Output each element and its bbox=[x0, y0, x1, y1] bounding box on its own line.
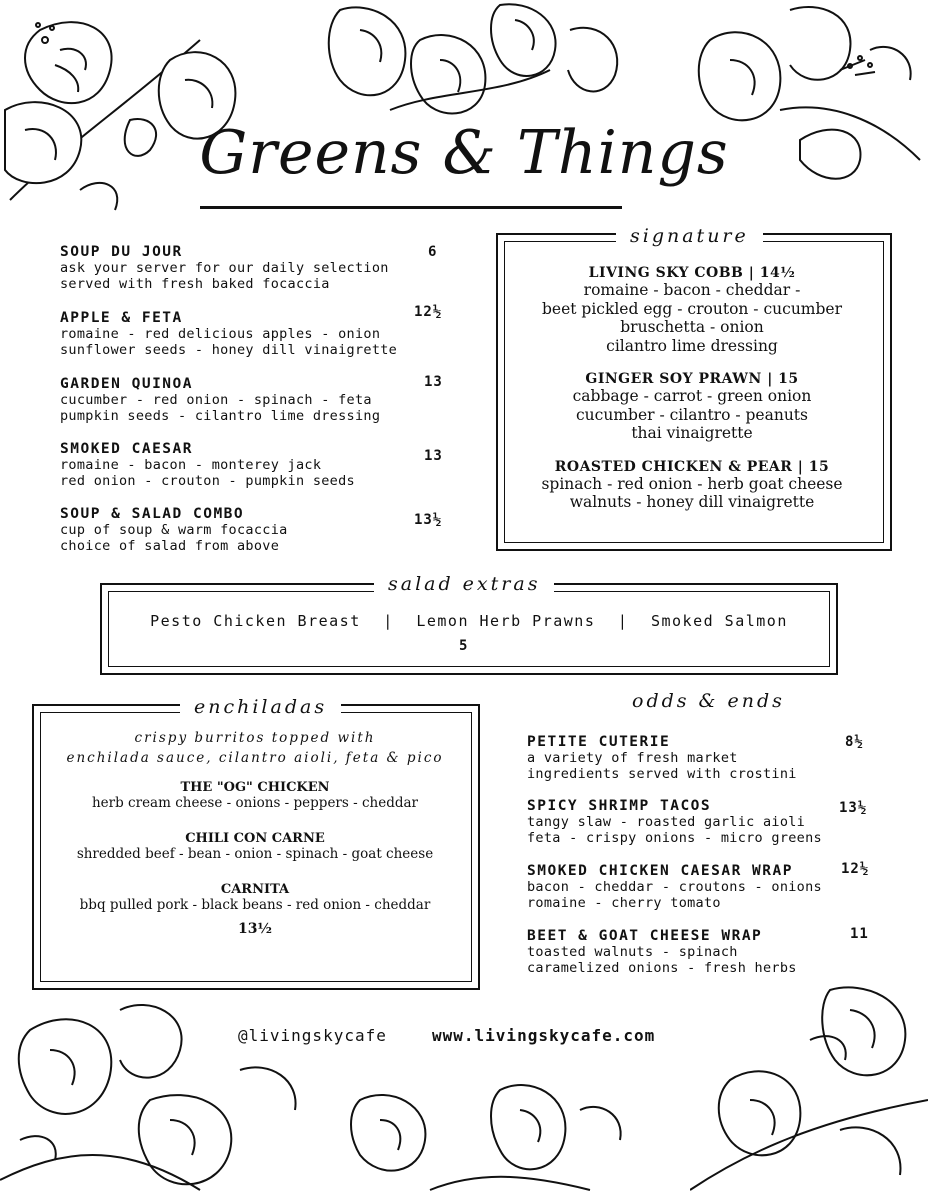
extra-option: Smoked Salmon bbox=[650, 612, 788, 630]
list-item bbox=[60, 506, 460, 554]
floral-top-left-icon bbox=[0, 0, 260, 230]
floral-bottom-right-icon bbox=[690, 980, 928, 1200]
item-desc: caramelized onions - fresh herbs bbox=[527, 959, 797, 976]
signature-list bbox=[505, 265, 879, 512]
odds-label: odds & ends bbox=[632, 690, 785, 712]
item-name: PETITE CUTERIE bbox=[527, 734, 671, 750]
item-name: BEET & GOAT CHEESE WRAP bbox=[527, 928, 763, 944]
item-name: APPLE & FETA bbox=[60, 310, 183, 326]
item-desc: pumpkin seeds - cilantro lime dressing bbox=[60, 407, 381, 424]
item-name: CARNITA bbox=[220, 882, 290, 897]
list-item bbox=[527, 863, 907, 911]
list-item bbox=[527, 734, 907, 782]
extra-option: Pesto Chicken Breast bbox=[150, 612, 361, 630]
item-name: ROASTED CHICKEN & PEAR | 15 bbox=[554, 458, 830, 475]
item-desc: spinach - red onion - herb goat cheese bbox=[541, 474, 843, 493]
item-desc: beet pickled egg - crouton - cucumber bbox=[541, 299, 843, 318]
item-desc: red onion - crouton - pumpkin seeds bbox=[60, 472, 355, 489]
item-desc: bacon - cheddar - croutons - onions bbox=[527, 879, 822, 895]
enchiladas-label: enchiladas bbox=[180, 696, 341, 718]
extras-options bbox=[100, 612, 838, 630]
item-desc: shredded beef - bean - onion - spinach - goat cheese bbox=[76, 846, 434, 862]
item-desc: cucumber - red onion - spinach - feta bbox=[60, 392, 372, 408]
item-price: 12½ bbox=[841, 861, 870, 877]
item-desc: bruschetta - onion bbox=[620, 318, 764, 336]
item-name: SOUP & SALAD COMBO bbox=[60, 506, 245, 522]
extra-option: Lemon Herb Prawns bbox=[416, 612, 596, 630]
page-title: Greens & Things bbox=[199, 118, 729, 188]
floral-bottom-center-icon bbox=[330, 1070, 630, 1200]
item-name: SMOKED CHICKEN CAESAR WRAP bbox=[527, 863, 793, 879]
item-price: 6 bbox=[428, 244, 438, 260]
list-item bbox=[527, 798, 907, 846]
item-desc: tangy slaw - roasted garlic aioli bbox=[527, 814, 806, 830]
item-desc: romaine - red delicious apples - onion bbox=[60, 326, 381, 342]
item-desc: feta - crispy onions - micro greens bbox=[527, 829, 822, 846]
item-desc: served with fresh baked focaccia bbox=[60, 275, 330, 292]
item-price: 8½ bbox=[845, 734, 864, 750]
item-desc: sunflower seeds - honey dill vinaigrette bbox=[60, 341, 398, 358]
enchiladas-intro: crispy burritos topped with bbox=[134, 730, 376, 746]
item-desc: ingredients served with crostini bbox=[527, 765, 797, 782]
title-divider bbox=[200, 206, 622, 209]
list-item bbox=[60, 376, 460, 424]
list-item bbox=[60, 304, 460, 358]
extra-separator: | bbox=[617, 612, 629, 630]
extras-price: 5 bbox=[459, 638, 469, 654]
item-price: 13½ bbox=[414, 512, 443, 528]
item-name: SOUP DU JOUR bbox=[60, 244, 183, 260]
enchiladas-intro: enchilada sauce, cilantro aioli, feta & pico bbox=[66, 750, 444, 766]
item-price: 13 bbox=[424, 374, 443, 390]
website-link[interactable]: www.livingskycafe.com bbox=[432, 1026, 656, 1045]
item-desc: thai vinaigrette bbox=[631, 424, 753, 442]
list-item bbox=[60, 441, 460, 489]
item-desc: cucumber - cilantro - peanuts bbox=[576, 405, 808, 424]
floral-bottom-left-icon bbox=[0, 990, 330, 1200]
item-desc: cup of soup & warm focaccia bbox=[60, 522, 288, 538]
item-desc: romaine - cherry tomato bbox=[527, 894, 721, 911]
social-handle: @livingskycafe bbox=[238, 1026, 387, 1045]
list-item bbox=[60, 244, 460, 292]
item-desc: walnuts - honey dill vinaigrette bbox=[569, 493, 815, 511]
item-name: LIVING SKY COBB | 14½ bbox=[588, 265, 796, 281]
item-desc: cabbage - carrot - green onion bbox=[572, 387, 812, 405]
enchiladas-list bbox=[40, 730, 470, 937]
item-desc: a variety of fresh market bbox=[527, 750, 738, 766]
item-name: GINGER SOY PRAWN | 15 bbox=[585, 371, 799, 387]
item-name: GARDEN QUINOA bbox=[60, 376, 193, 392]
item-desc: toasted walnuts - spinach bbox=[527, 944, 738, 960]
floral-top-center-icon bbox=[300, 0, 630, 125]
item-desc: bbq pulled pork - black beans - red onion - cheddar bbox=[79, 897, 431, 913]
item-name: SPICY SHRIMP TACOS bbox=[527, 798, 712, 814]
item-desc: romaine - bacon - monterey jack bbox=[60, 457, 322, 473]
item-price: 13½ bbox=[839, 800, 868, 816]
item-desc: ask your server for our daily selection bbox=[60, 260, 389, 276]
extras-label: salad extras bbox=[374, 573, 554, 595]
item-price: 11 bbox=[850, 926, 869, 942]
item-name: CHILI CON CARNE bbox=[185, 831, 325, 846]
extra-separator: | bbox=[383, 612, 394, 630]
item-price: 13 bbox=[424, 448, 443, 464]
item-desc: choice of salad from above bbox=[60, 537, 280, 554]
item-desc: romaine - bacon - cheddar - bbox=[583, 281, 801, 299]
item-desc: herb cream cheese - onions - peppers - cheddar bbox=[91, 795, 418, 811]
item-desc: cilantro lime dressing bbox=[606, 336, 778, 355]
item-price: 12½ bbox=[414, 304, 443, 320]
signature-label: signature bbox=[616, 225, 763, 247]
enchiladas-price: 13½ bbox=[237, 921, 273, 937]
item-name: SMOKED CAESAR bbox=[60, 441, 193, 457]
list-item bbox=[527, 928, 907, 976]
item-name: THE "OG" CHICKEN bbox=[180, 780, 330, 795]
